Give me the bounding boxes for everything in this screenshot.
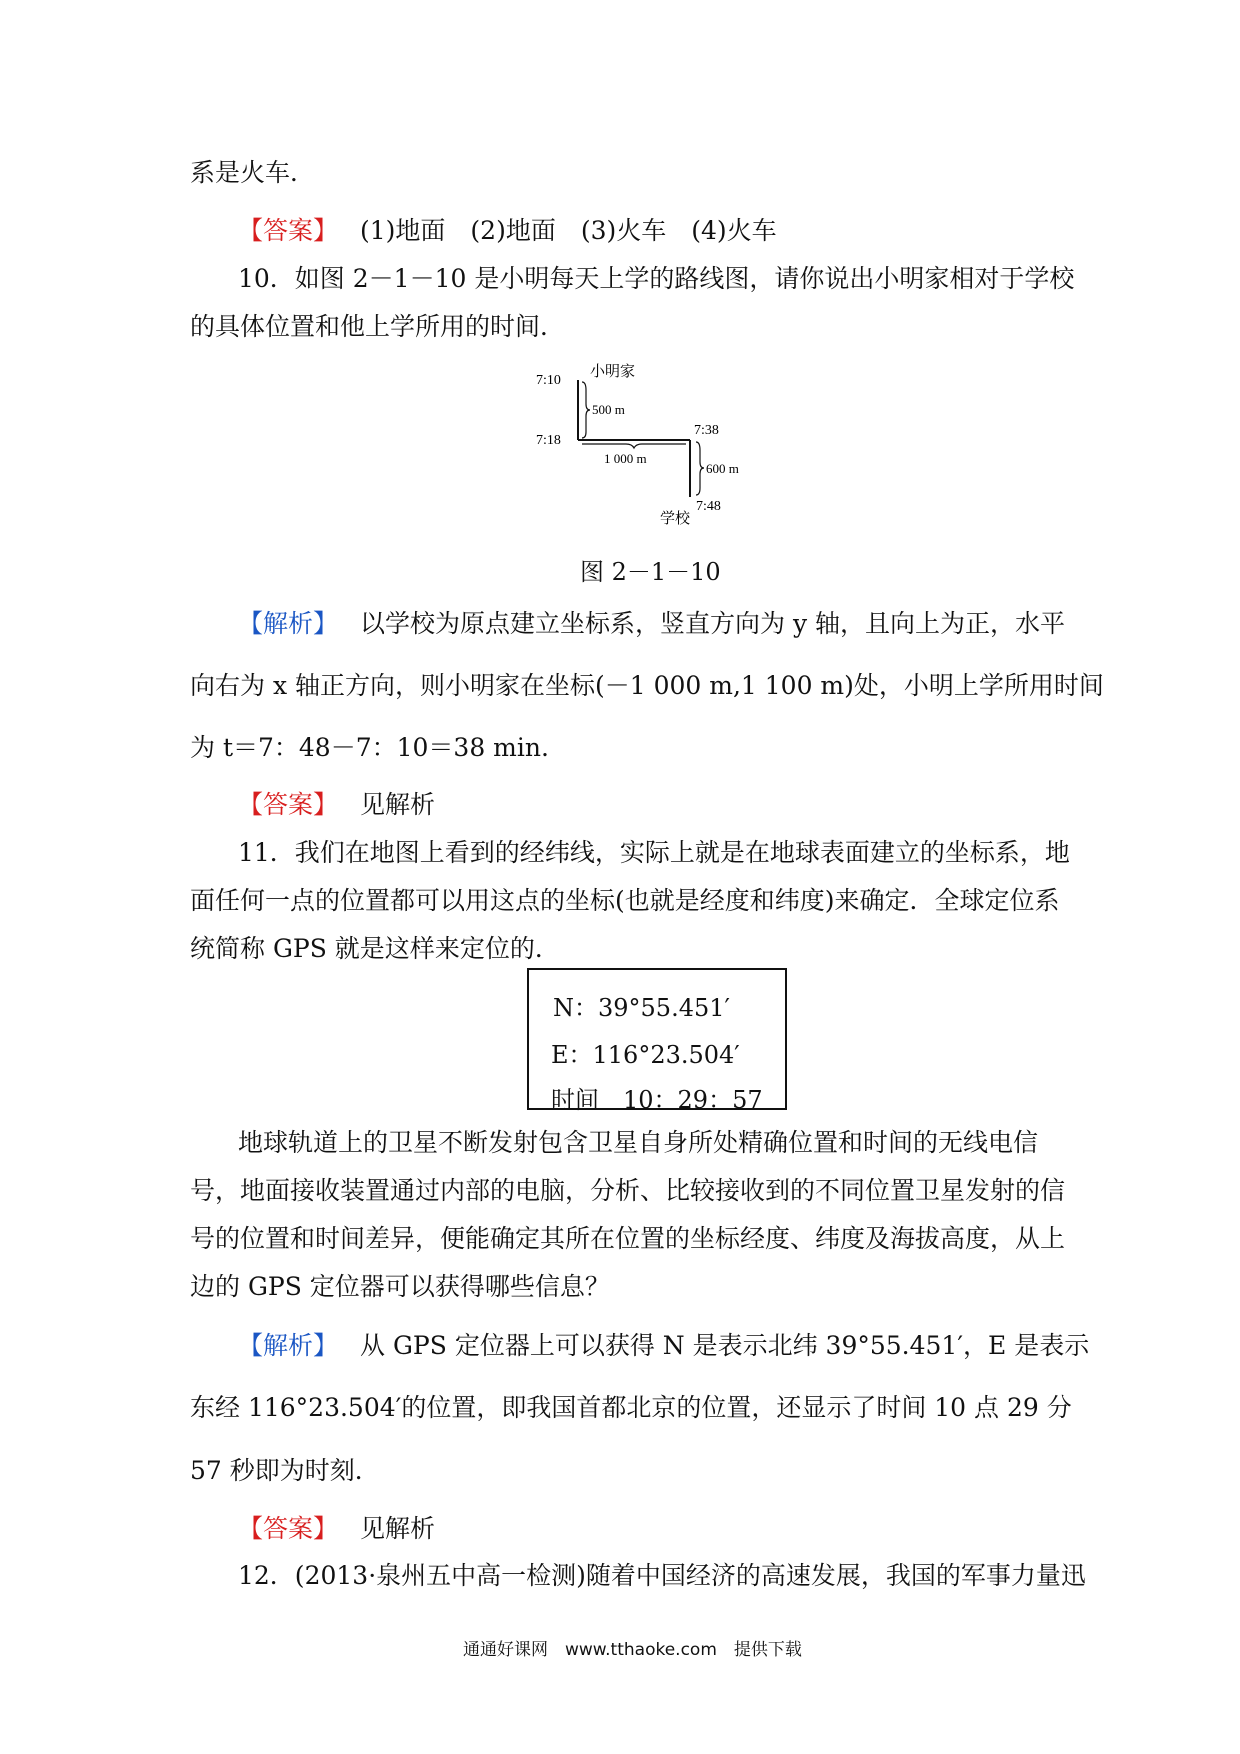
question-10-line-1: 10．如图 2－1－10 是小明每天上学的路线图，请你说出小明家相对于学校 bbox=[238, 264, 1075, 293]
analysis-line-2: 向右为 x 轴正方向，则小明家在坐标(－1 000 m,1 100 m)处，小明上学所用时间 bbox=[190, 671, 1104, 700]
answer-line bbox=[238, 792, 435, 817]
analysis-line-1 bbox=[238, 1333, 1089, 1358]
paragraph-line-1: 地球轨道上的卫星不断发射包含卫星自身所处精确位置和时间的无线电信 bbox=[238, 1128, 1039, 1157]
question-11-line-1: 11．我们在地图上看到的经纬线，实际上就是在地球表面建立的坐标系，地 bbox=[238, 838, 1070, 867]
route-diagram bbox=[530, 362, 770, 532]
analysis-tag: 【解析】 bbox=[238, 609, 339, 638]
answer-tag: 【答案】 bbox=[238, 790, 339, 819]
answer-line bbox=[238, 218, 777, 243]
answer-text: 见解析 bbox=[360, 1514, 436, 1543]
time-label-1: 7:10 bbox=[536, 373, 561, 388]
analysis-text: 以学校为原点建立坐标系，竖直方向为 y 轴，且向上为正，水平 bbox=[360, 609, 1066, 638]
gps-longitude: E：116°23.504′ bbox=[551, 1041, 740, 1069]
analysis-tag: 【解析】 bbox=[238, 1331, 339, 1360]
gps-time: 时间 10：29：57 bbox=[551, 1086, 763, 1114]
analysis-text: 从 GPS 定位器上可以获得 N 是表示北纬 39°55.451′，E 是表示 bbox=[360, 1331, 1090, 1360]
home-label: 小明家 bbox=[590, 364, 636, 380]
text-line: 系是火车． bbox=[190, 158, 316, 187]
distance-label-2: 1 000 m bbox=[604, 451, 647, 466]
page-footer: 通通好课网 www.tthaoke.com 提供下载 bbox=[463, 1640, 802, 1660]
question-11-line-3: 统简称 GPS 就是这样来定位的． bbox=[190, 934, 560, 963]
analysis-line-1 bbox=[238, 611, 1065, 636]
answer-tag: 【答案】 bbox=[238, 216, 339, 245]
analysis-line-2: 东经 116°23.504′的位置，即我国首都北京的位置，还显示了时间 10 点 29 分 bbox=[190, 1393, 1072, 1422]
answer-text: (1)地面 (2)地面 (3)火车 (4)火车 bbox=[360, 216, 777, 245]
question-11-line-2: 面任何一点的位置都可以用这点的坐标(也就是经度和纬度)来确定．全球定位系 bbox=[190, 886, 1060, 915]
question-12-line-1: 12．(2013·泉州五中高一检测)随着中国经济的高速发展，我国的军事力量迅 bbox=[238, 1561, 1086, 1590]
paragraph-line-2: 号，地面接收装置通过内部的电脑，分析、比较接收到的不同位置卫星发射的信 bbox=[190, 1176, 1066, 1205]
gps-latitude: N：39°55.451′ bbox=[553, 994, 730, 1022]
answer-line bbox=[238, 1516, 435, 1541]
gps-display-box bbox=[527, 968, 787, 1114]
answer-tag: 【答案】 bbox=[238, 1514, 339, 1543]
distance-label-3: 600 m bbox=[706, 461, 739, 476]
answer-text: 见解析 bbox=[360, 790, 436, 819]
time-label-2: 7:18 bbox=[536, 433, 561, 448]
question-10-line-2: 的具体位置和他上学所用的时间． bbox=[190, 312, 566, 341]
paragraph-line-4: 边的 GPS 定位器可以获得哪些信息？ bbox=[190, 1272, 610, 1301]
paragraph-line-3: 号的位置和时间差异，便能确定其所在位置的坐标经度、纬度及海拔高度，从上 bbox=[190, 1224, 1066, 1253]
analysis-line-3: 57 秒即为时刻． bbox=[190, 1456, 380, 1485]
analysis-line-3: 为 t＝7：48－7：10＝38 min. bbox=[190, 733, 549, 762]
time-label-4: 7:48 bbox=[696, 499, 721, 514]
school-label: 学校 bbox=[660, 511, 691, 527]
distance-label-1: 500 m bbox=[592, 402, 625, 417]
time-label-3: 7:38 bbox=[694, 423, 719, 438]
figure-caption: 图 2－1－10 bbox=[580, 558, 721, 586]
